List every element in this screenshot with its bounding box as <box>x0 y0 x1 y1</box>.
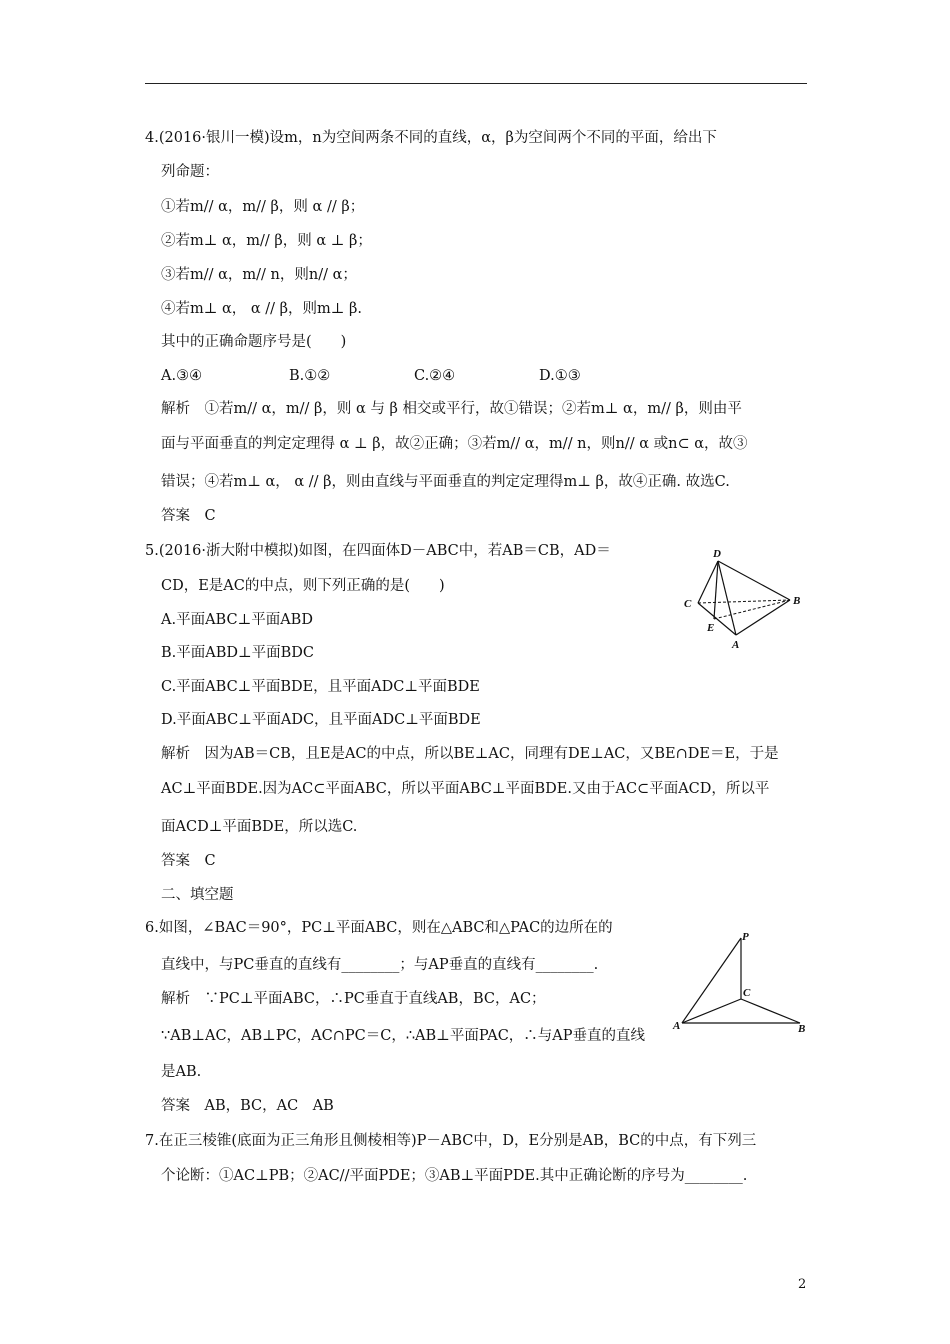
q4-stem-line2: 列命题： <box>161 164 219 180</box>
q6-stem-line1: 6.如图，∠BAC＝90°，PC⊥平面ABC，则在△ABC和△PAC的边所在的 <box>145 920 613 936</box>
q5-option-d: D.平面ABC⊥平面ADC，且平面ADC⊥平面BDE <box>161 712 481 728</box>
q5-option-b: B.平面ABD⊥平面BDC <box>161 645 315 661</box>
q4-analysis-line2: 面与平面垂直的判定定理得 α ⊥ β，故②正确；③若m// α，m// n，则n// α 或n⊂ α，故③ <box>161 436 748 452</box>
header-rule <box>145 83 807 84</box>
q5-stem-line1: 5.(2016·浙大附中模拟)如图，在四面体D－ABC中，若AB＝CB，AD＝ <box>145 543 611 559</box>
label-c: C <box>743 987 751 999</box>
segment-de <box>714 561 718 619</box>
label-b: B <box>798 1023 806 1035</box>
label-d: D <box>713 548 721 560</box>
q4-proposition-4: ④若m⊥ α， α // β，则m⊥ β. <box>161 301 363 317</box>
q4-proposition-2: ②若m⊥ α，m// β，则 α ⊥ β； <box>161 233 372 249</box>
label-a: A <box>673 1020 681 1032</box>
q6-analysis-line3: 是AB. <box>161 1064 202 1080</box>
edge-ca <box>698 603 736 635</box>
q7-stem-line2: 个论断：①AC⊥PB；②AC//平面PDE；③AB⊥平面PDE.其中正确论断的序号为________. <box>161 1168 748 1184</box>
label-c: C <box>684 598 692 610</box>
q4-answer: 答案 C <box>161 508 216 524</box>
label-b: B <box>793 595 801 607</box>
q5-option-c: C.平面ABC⊥平面BDE，且平面ADC⊥平面BDE <box>161 679 480 695</box>
q4-proposition-1: ①若m// α，m// β，则 α // β； <box>161 199 365 215</box>
segment-cb <box>741 999 800 1023</box>
q6-analysis-line1: 解析 ∵PC⊥平面ABC，∴PC垂直于直线AB，BC，AC； <box>161 991 546 1007</box>
q4-analysis-line3: 错误；④若m⊥ α， α // β，则由直线与平面垂直的判定定理得m⊥ β，故④正确. 故选C. <box>161 474 730 490</box>
q5-analysis-line2: AC⊥平面BDE.因为AC⊂平面ABC，所以平面ABC⊥平面BDE.又由于AC⊂平面ACD，所以平 <box>161 781 770 797</box>
edge-da <box>718 561 736 635</box>
segment-eb-hidden <box>714 600 790 619</box>
edge-cb-hidden <box>698 600 790 603</box>
q4-option-a: A.③④ <box>161 368 203 384</box>
q4-ask: 其中的正确命题序号是( ) <box>161 334 347 350</box>
edge-db <box>718 561 790 600</box>
segment-pa <box>682 938 741 1023</box>
label-a: A <box>732 639 740 651</box>
q5-analysis-line1: 解析 因为AB＝CB，且E是AC的中点，所以BE⊥AC，同理有DE⊥AC，又BE∩DE＝E，于是 <box>161 746 779 762</box>
label-e: E <box>707 622 715 634</box>
q5-analysis-line3: 面ACD⊥平面BDE，所以选C. <box>161 819 358 835</box>
q5-answer: 答案 C <box>161 853 216 869</box>
q4-option-d: D.①③ <box>539 368 581 384</box>
section-fill-in-heading: 二、填空题 <box>161 887 234 903</box>
label-p: P <box>742 931 749 943</box>
q5-stem-line2: CD，E是AC的中点，则下列正确的是( ) <box>161 578 445 594</box>
q7-stem-line1: 7.在正三棱锥(底面为正三角形且侧棱相等)P－ABC中，D，E分别是AB，BC的中点，有下列三 <box>145 1133 757 1149</box>
page-number: 2 <box>798 1277 807 1292</box>
q6-answer: 答案 AB，BC，AC AB <box>161 1098 334 1114</box>
q4-analysis-line1: 解析 ①若m// α，m// β，则 α 与 β 相交或平行，故①错误；②若m⊥ α，m// β，则由平 <box>161 401 742 417</box>
q4-option-b: B.①② <box>289 368 331 384</box>
tetrahedron-figure <box>676 543 811 653</box>
right-angle-figure <box>668 928 813 1038</box>
q5-option-a: A.平面ABC⊥平面ABD <box>161 612 313 628</box>
q6-analysis-line2: ∵AB⊥AC，AB⊥PC，AC∩PC＝C，∴AB⊥平面PAC，∴与AP垂直的直线 <box>161 1028 646 1044</box>
q4-proposition-3: ③若m// α，m// n，则n// α； <box>161 267 357 283</box>
q4-option-c: C.②④ <box>414 368 456 384</box>
q6-stem-line2: 直线中，与PC垂直的直线有________；与AP垂直的直线有________. <box>161 957 599 973</box>
edge-ab <box>736 600 790 635</box>
q4-stem-line1: 4.(2016·银川一模)设m，n为空间两条不同的直线，α，β为空间两个不同的平面，给出下 <box>145 130 717 146</box>
